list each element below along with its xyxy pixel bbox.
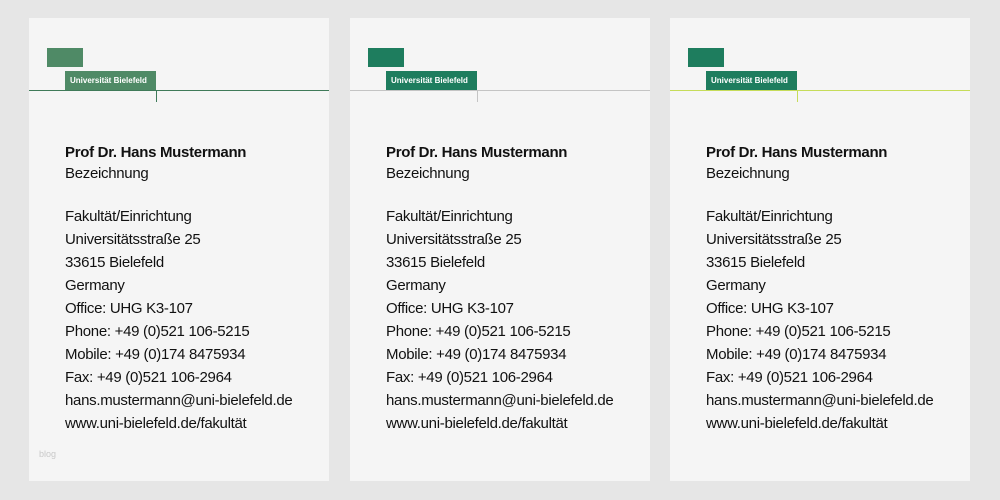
contact-line: 33615 Bielefeld <box>706 254 805 271</box>
contact-line: Office: UHG K3-107 <box>65 300 193 317</box>
contact-line: Office: UHG K3-107 <box>386 300 514 317</box>
contact-line: Germany <box>386 277 446 294</box>
person-name: Prof Dr. Hans Mustermann <box>706 144 888 161</box>
contact-line: www.uni-bielefeld.de/fakultät <box>386 415 568 432</box>
header-rule <box>350 90 477 91</box>
contact-line: Fax: +49 (0)521 106-2964 <box>386 369 553 386</box>
contact-line: Phone: +49 (0)521 106-5215 <box>386 323 571 340</box>
contact-line: Fakultät/Einrichtung <box>386 208 513 225</box>
university-logo-block <box>47 48 83 67</box>
contact-details <box>65 205 292 435</box>
person-title: Bezeichnung <box>65 165 149 182</box>
contact-line: Fax: +49 (0)521 106-2964 <box>706 369 873 386</box>
contact-details <box>706 205 933 435</box>
contact-line: www.uni-bielefeld.de/fakultät <box>65 415 247 432</box>
university-logo-text: Universität Bielefeld <box>386 71 477 90</box>
contact-line: Fax: +49 (0)521 106-2964 <box>65 369 232 386</box>
university-logo-block <box>368 48 404 67</box>
person-name: Prof Dr. Hans Mustermann <box>65 144 247 161</box>
business-card-1 <box>29 18 329 481</box>
contact-line: Universitätsstraße 25 <box>65 231 201 248</box>
university-logo-text: Universität Bielefeld <box>706 71 797 90</box>
contact-line: Germany <box>65 277 125 294</box>
contact-details <box>386 205 613 435</box>
contact-line: hans.mustermann@uni-bielefeld.de <box>65 392 293 409</box>
business-card-3 <box>670 18 970 481</box>
contact-line: hans.mustermann@uni-bielefeld.de <box>706 392 934 409</box>
contact-line: Mobile: +49 (0)174 8475934 <box>386 346 567 363</box>
contact-line: 33615 Bielefeld <box>386 254 485 271</box>
contact-line: Fakultät/Einrichtung <box>706 208 833 225</box>
contact-line: hans.mustermann@uni-bielefeld.de <box>386 392 614 409</box>
header-rule <box>797 90 970 91</box>
contact-line: Germany <box>706 277 766 294</box>
person-name: Prof Dr. Hans Mustermann <box>386 144 568 161</box>
header-rule <box>156 90 329 91</box>
header-rule <box>477 90 650 91</box>
contact-line: 33615 Bielefeld <box>65 254 164 271</box>
contact-line: Phone: +49 (0)521 106-5215 <box>706 323 891 340</box>
contact-line: Phone: +49 (0)521 106-5215 <box>65 323 250 340</box>
business-card-2 <box>350 18 650 481</box>
watermark-text: blog <box>39 449 57 459</box>
contact-line: Universitätsstraße 25 <box>386 231 522 248</box>
contact-line: Fakultät/Einrichtung <box>65 208 192 225</box>
header-rule <box>156 90 157 102</box>
contact-line: Mobile: +49 (0)174 8475934 <box>65 346 246 363</box>
header-rule <box>670 90 797 91</box>
university-logo-text: Universität Bielefeld <box>65 71 156 90</box>
header-rule <box>477 90 478 102</box>
contact-line: Office: UHG K3-107 <box>706 300 834 317</box>
header-rule <box>797 90 798 102</box>
contact-line: Mobile: +49 (0)174 8475934 <box>706 346 887 363</box>
contact-line: www.uni-bielefeld.de/fakultät <box>706 415 888 432</box>
header-rule <box>29 90 156 91</box>
contact-line: Universitätsstraße 25 <box>706 231 842 248</box>
person-title: Bezeichnung <box>386 165 470 182</box>
person-title: Bezeichnung <box>706 165 790 182</box>
university-logo-block <box>688 48 724 67</box>
